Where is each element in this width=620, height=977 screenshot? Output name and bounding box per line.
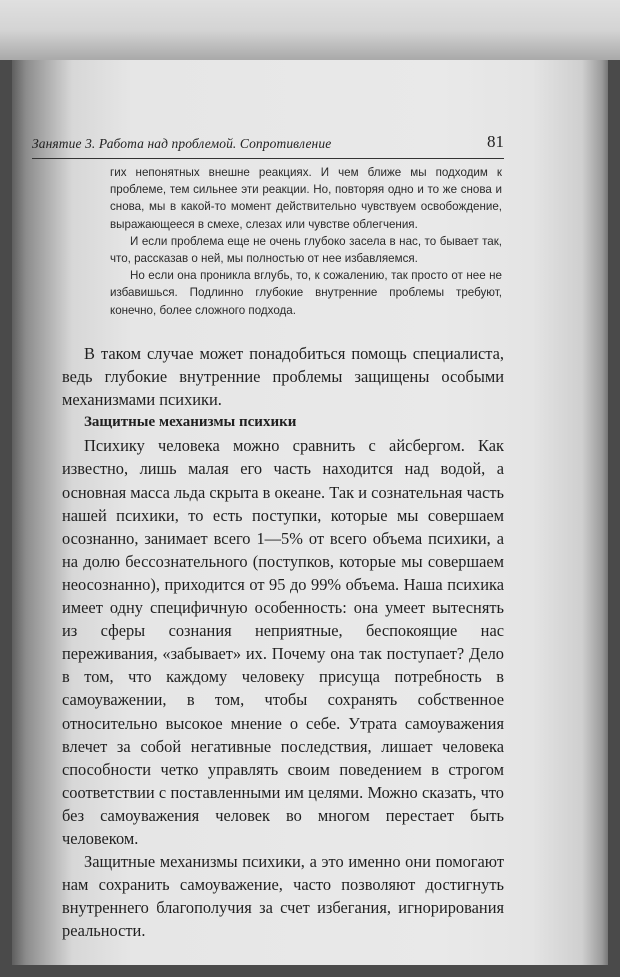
section-heading: Защитные механизмы психики [84,414,297,431]
quote-paragraph: гих непонятных внешне реакциях. И чем ближе мы подходим к проблеме, тем сильнее эти реакции. Но, повторяя одно и то же снова и снова, мы в какой-то момент действительно чувствуем освобождение, выражающееся в смехе, слезах или чувстве облегчения. [110,166,502,231]
main-text [62,342,504,942]
page-header [32,132,504,159]
page-number: 81 [487,132,504,151]
quote-paragraph: Но если она проникла вглубь, то, к сожалению, так просто от нее не избавишься. Подлинно глубокие внутренние проблемы требуют, конечно, более сложного подхода. [110,269,502,317]
body-paragraph: Психику человека можно сравнить с айсбергом. Как известно, лишь малая его часть находится над водой, а основная масса льда скрыта в океане. Так и сознательная часть нашей психики, то есть поступки, которые мы совершаем осознанно, занимает всего 1—5% от всего объема психики, а на долю бессознательного (поступков, которые мы совершаем неосознанно), приходится от 95 до 99% объема. Наша психика имеет одну специфичную особенность: она умеет вытеснять из сферы сознания неприятные, беспокоящие нас переживания, «забывает» их. Почему она так поступает? Дело в том, что каждому человеку присуща потребность в самоуважении, в том, чтобы сохранять собственное относительно высокое мнение о себе. Утрата самоуважения влечет за собой негативные последствия, лишает человека способности четко управлять своим поведением в строгом соответствии с поставленными им целями. Можно сказать, что без самоуважения человек во многом перестает быть человеком. [62,436,504,848]
intro-paragraph: В таком случае может понадобиться помощь специалиста, ведь глубокие внутренние проблемы защищены особыми механизмами психики. [62,344,504,410]
quote-paragraph: И если проблема еще не очень глубоко засела в нас, то бывает так, что, рассказав о ней, мы полностью от нее избавляемся. [110,234,502,266]
running-head: Занятие 3. Работа над проблемой. Сопротивление [32,136,332,151]
scan-top-margin [0,0,620,60]
body-paragraph: Защитные механизмы психики, а это именно они помогают нам сохранить самоуважение, часто позволяют достигнуть внутреннего благополучия за счет избегания, игнорирования реальности. [62,852,504,941]
quoted-passage [110,164,502,319]
